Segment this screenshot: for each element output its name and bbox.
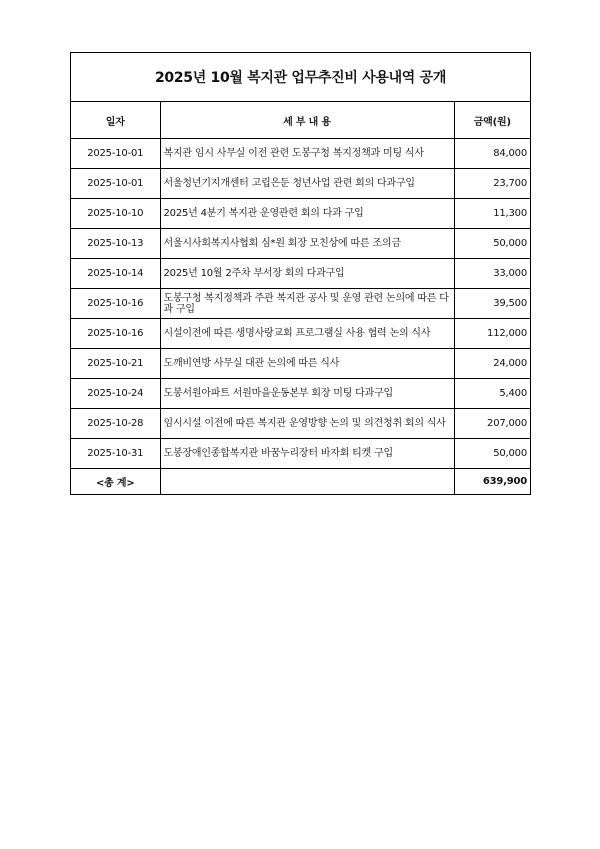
table-row <box>71 379 530 409</box>
row-amount: 84,000 <box>454 139 530 169</box>
table-row <box>71 439 530 469</box>
expense-table <box>71 102 530 494</box>
row-detail: 도봉장애인종합복지관 바꿈누리장터 바자회 티켓 구입 <box>160 439 454 469</box>
header-date: 일자 <box>71 102 160 139</box>
total-label: <총 계> <box>71 469 160 495</box>
header-amount: 금액(원) <box>454 102 530 139</box>
row-date: 2025-10-21 <box>71 349 160 379</box>
row-date: 2025-10-13 <box>71 229 160 259</box>
row-detail: 도깨비연방 사무실 대관 논의에 따른 식사 <box>160 349 454 379</box>
header-detail: 세 부 내 용 <box>160 102 454 139</box>
row-date: 2025-10-31 <box>71 439 160 469</box>
row-amount: 33,000 <box>454 259 530 289</box>
table-row <box>71 199 530 229</box>
row-amount: 24,000 <box>454 349 530 379</box>
row-amount: 11,300 <box>454 199 530 229</box>
table-row <box>71 229 530 259</box>
row-date: 2025-10-16 <box>71 289 160 319</box>
row-amount: 23,700 <box>454 169 530 199</box>
total-row <box>71 469 530 495</box>
table-row <box>71 319 530 349</box>
row-detail: 서울청년기지개센터 고립은둔 청년사업 관련 회의 다과구입 <box>160 169 454 199</box>
table-row <box>71 259 530 289</box>
row-amount: 39,500 <box>454 289 530 319</box>
row-date: 2025-10-01 <box>71 139 160 169</box>
row-amount: 50,000 <box>454 229 530 259</box>
row-detail: 복지관 임시 사무실 이전 관련 도봉구청 복지정책과 미팅 식사 <box>160 139 454 169</box>
row-date: 2025-10-10 <box>71 199 160 229</box>
document-title: 2025년 10월 복지관 업무추진비 사용내역 공개 <box>71 53 530 102</box>
row-detail: 시설이전에 따른 생명사랑교회 프로그램실 사용 협력 논의 식사 <box>160 319 454 349</box>
row-amount: 50,000 <box>454 439 530 469</box>
row-date: 2025-10-14 <box>71 259 160 289</box>
total-amount: 639,900 <box>454 469 530 495</box>
row-amount: 112,000 <box>454 319 530 349</box>
row-date: 2025-10-24 <box>71 379 160 409</box>
table-row <box>71 409 530 439</box>
row-date: 2025-10-01 <box>71 169 160 199</box>
table-header-row <box>71 102 530 139</box>
row-date: 2025-10-16 <box>71 319 160 349</box>
row-detail: 2025년 10월 2주차 부서장 회의 다과구입 <box>160 259 454 289</box>
row-detail: 임시시설 이전에 따른 복지관 운영방향 논의 및 의견청취 회의 식사 <box>160 409 454 439</box>
row-date: 2025-10-28 <box>71 409 160 439</box>
row-amount: 207,000 <box>454 409 530 439</box>
row-detail: 도봉구청 복지정책과 주관 복지관 공사 및 운영 관련 논의에 따른 다과 구입 <box>160 289 454 319</box>
table-row <box>71 169 530 199</box>
row-detail: 2025년 4분기 복지관 운영관련 회의 다과 구입 <box>160 199 454 229</box>
row-detail: 서울시사회복지사협회 심*원 회장 모친상에 따른 조의금 <box>160 229 454 259</box>
expense-document <box>70 52 531 495</box>
table-row <box>71 139 530 169</box>
row-amount: 5,400 <box>454 379 530 409</box>
table-row <box>71 289 530 319</box>
table-row <box>71 349 530 379</box>
total-spacer <box>160 469 454 495</box>
row-detail: 도봉서원아파트 서원마을운동본부 회장 미팅 다과구입 <box>160 379 454 409</box>
